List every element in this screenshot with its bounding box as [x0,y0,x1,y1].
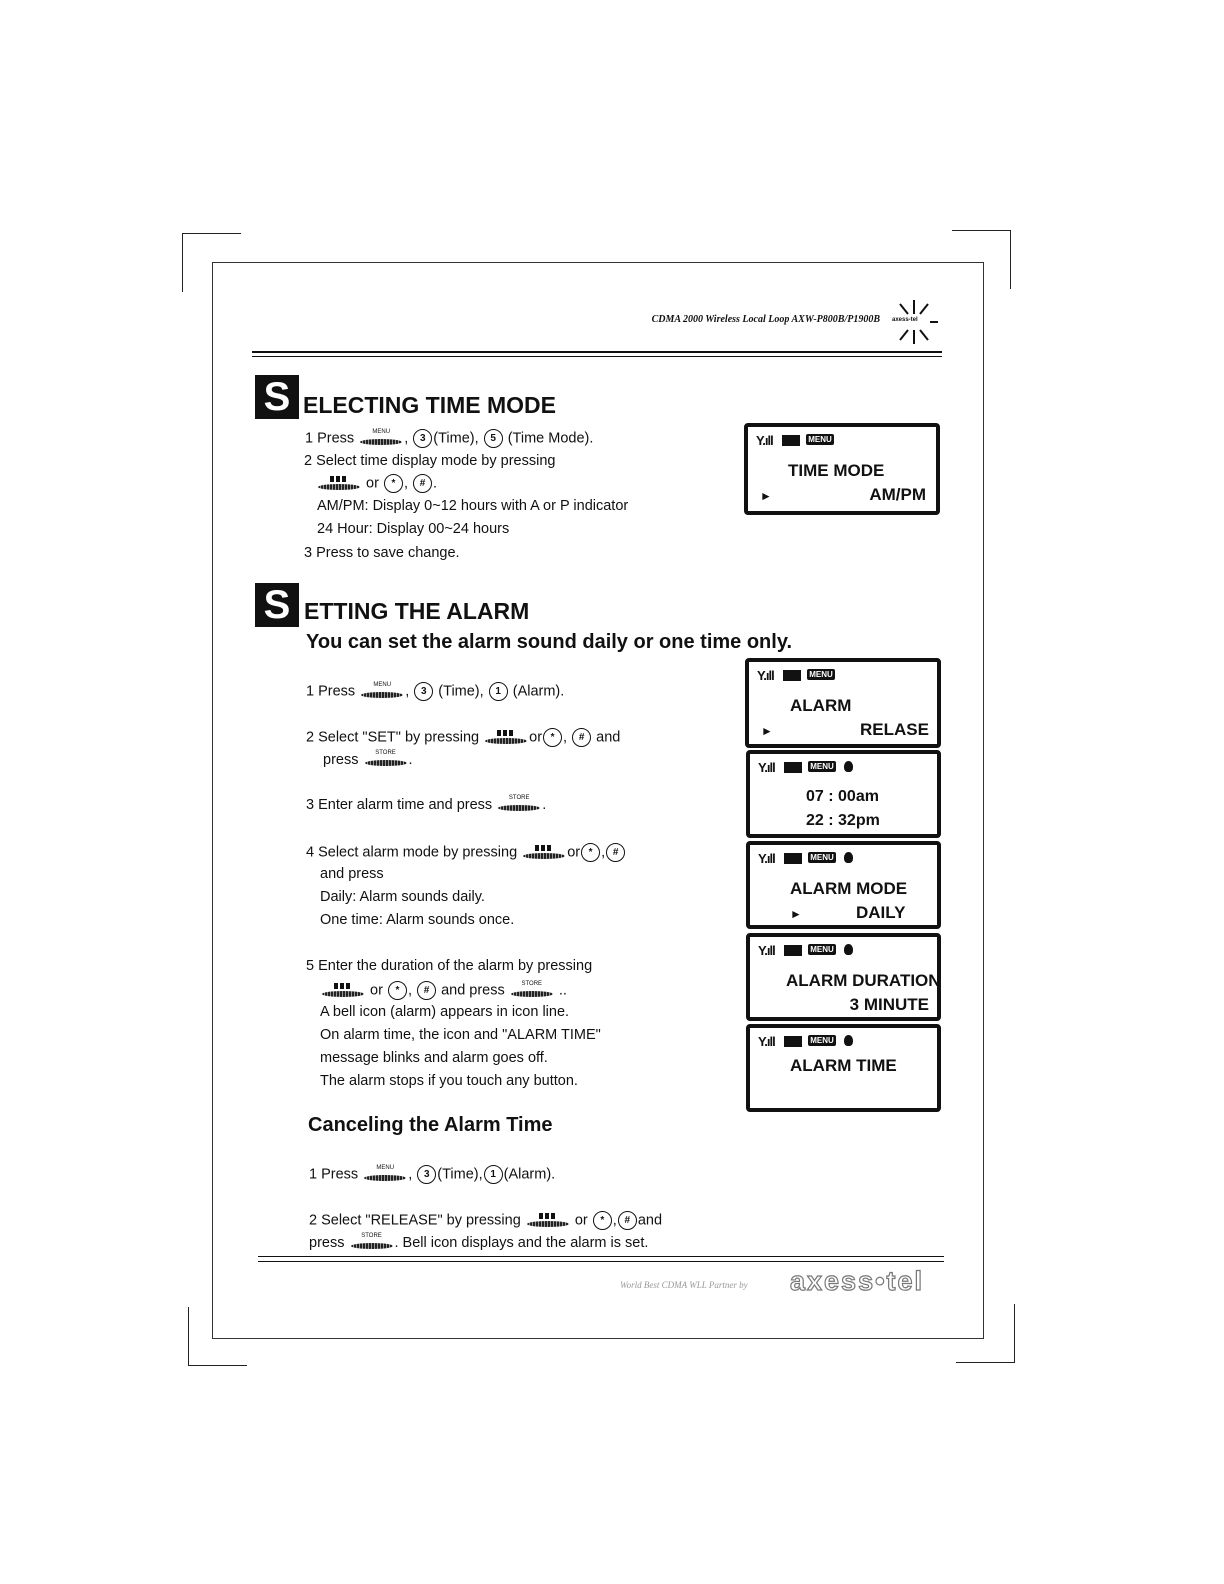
arrow-icon: ► [790,907,802,921]
arrow-icon: ► [760,489,772,503]
cancel-title: Canceling the Alarm Time [308,1114,553,1136]
store-key-icon: STORE [498,797,540,813]
menu-key-icon: MENU [361,684,403,700]
alarm-step-5-keys: or * , # and press STORE .. [320,981,567,1000]
alarm-step-2: 2 Select "SET" by pressing or * , # and [306,729,621,746]
section-title: ETTING THE ALARM [304,598,530,624]
lcd-alarm-duration [746,933,941,1021]
key-1-icon: 1 [489,682,508,701]
header-rule [252,356,942,357]
lcd-line-2: 22 : 32pm [806,812,880,829]
alarm-step-5: 5 Enter the duration of the alarm by pressing [306,958,593,974]
key-star-icon: * [581,843,600,862]
alarm-once-desc: One time: Alarm sounds once. [320,912,515,928]
footer-rule [258,1261,944,1262]
alarm-step-4-press: and press [320,866,384,882]
header-rule [252,351,942,353]
menu-badge-icon: MENU [808,1035,836,1046]
battery-icon [784,762,802,773]
bell-icon [844,1035,853,1046]
key-3-icon: 3 [413,429,432,448]
battery-icon [783,670,801,681]
key-star-icon: * [543,728,562,747]
lcd-line-2: RELASE [860,720,929,739]
lcd-alarm-time-set [746,750,941,838]
key-5-icon: 5 [484,429,503,448]
alarm-step-2-press: press STORE . [323,750,413,768]
battery-icon [782,435,800,446]
alarm-step-4: 4 Select alarm mode by pressing or * , # [306,843,626,862]
lcd-line-1: ALARM DURATION [786,971,941,990]
nav-key-icon [523,845,565,861]
footer-tagline: World Best CDMA WLL Partner by [620,1280,748,1290]
key-hash-icon: # [606,843,625,862]
store-key-icon: STORE [511,983,553,999]
signal-icon: Y.ıll [758,760,775,775]
key-star-icon: * [388,981,407,1000]
menu-key-icon: MENU [360,431,402,447]
lcd-line-1: 07 : 00am [806,788,879,805]
section-initial: S [255,583,299,627]
key-hash-icon: # [618,1211,637,1230]
footer-rule [258,1256,944,1257]
lcd-line-2: 3 MINUTE [849,995,929,1014]
step-3: 3 Press to save change. [304,545,460,561]
nav-key-icon [318,476,360,492]
battery-icon [784,853,802,864]
menu-key-icon: MENU [364,1167,406,1183]
section-subtitle: You can set the alarm sound daily or one time only. [306,631,793,653]
bell-icon [844,852,853,863]
store-key-icon: STORE [351,1235,393,1251]
key-hash-icon: # [572,728,591,747]
logo-text: axess-tel [892,317,918,323]
signal-icon: Y.ıll [758,943,775,958]
lcd-time-mode [744,423,940,515]
signal-icon: Y.ıll [758,851,775,866]
lcd-line-1: ALARM TIME [790,1056,897,1075]
key-hash-icon: # [417,981,436,1000]
battery-icon [784,1036,802,1047]
battery-icon [784,945,802,956]
alarm-bell-desc: A bell icon (alarm) appears in icon line. [320,1004,570,1020]
signal-icon: Y.ıll [757,668,774,683]
lcd-alarm-release [745,658,941,748]
alarm-step-1: 1 Press MENU , 3 (Time), 1 (Alarm). [306,681,565,700]
menu-badge-icon: MENU [808,944,836,955]
step-1: 1 Press MENU , 3 (Time), 5 (Time Mode). [305,428,594,447]
section-initial: S [255,375,299,419]
alarm-stop-desc: The alarm stops if you touch any button. [320,1073,578,1089]
cancel-step-2: 2 Select "RELEASE" by pressing or * , # and [309,1212,663,1229]
footer-logo: axess•tel [790,1266,925,1296]
alarm-ontime-desc: On alarm time, the icon and "ALARM TIME" [320,1027,601,1043]
cancel-step-1: 1 Press MENU , 3 (Time), 1 (Alarm). [309,1164,556,1183]
store-key-icon: STORE [365,752,407,768]
alarm-step-3: 3 Enter alarm time and press STORE . [306,795,547,813]
key-hash-icon: # [413,474,432,493]
lcd-line-1: TIME MODE [788,461,885,480]
section-title: ELECTING TIME MODE [303,392,556,418]
key-3-icon: 3 [414,682,433,701]
header-title: CDMA 2000 Wireless Local Loop AXW-P800B/P1900B [651,314,880,325]
nav-key-icon [485,730,527,746]
bell-icon [844,944,853,955]
key-1-icon: 1 [484,1165,503,1184]
ampm-description: AM/PM: Display 0~12 hours with A or P indicator [317,498,629,514]
nav-key-icon [322,983,364,999]
bell-icon [844,761,853,772]
signal-icon: Y.ıll [758,1034,775,1049]
24h-description: 24 Hour: Display 00~24 hours [317,521,510,537]
lcd-alarm-time [746,1024,941,1112]
menu-badge-icon: MENU [807,669,835,680]
lcd-alarm-mode [746,841,941,929]
axesstel-logo [890,298,938,346]
arrow-icon: ► [761,724,773,738]
lcd-line-2: DAILY [856,903,906,922]
signal-icon: Y.ıll [756,433,773,448]
menu-badge-icon: MENU [808,761,836,772]
menu-badge-icon: MENU [806,434,834,445]
menu-badge-icon: MENU [808,852,836,863]
lcd-line-1: ALARM MODE [790,879,908,898]
key-star-icon: * [593,1211,612,1230]
alarm-daily-desc: Daily: Alarm sounds daily. [320,889,485,905]
step-2-keys: or * , # . [316,474,437,493]
key-star-icon: * [384,474,403,493]
alarm-blink-desc: message blinks and alarm goes off. [320,1050,548,1066]
lcd-line-1: ALARM [790,696,852,715]
key-3-icon: 3 [417,1165,436,1184]
lcd-line-2: AM/PM [869,485,926,504]
cancel-step-2-press: press STORE . Bell icon displays and the alarm is set. [309,1233,649,1251]
step-2: 2 Select time display mode by pressing [304,453,556,469]
nav-key-icon [527,1213,569,1229]
